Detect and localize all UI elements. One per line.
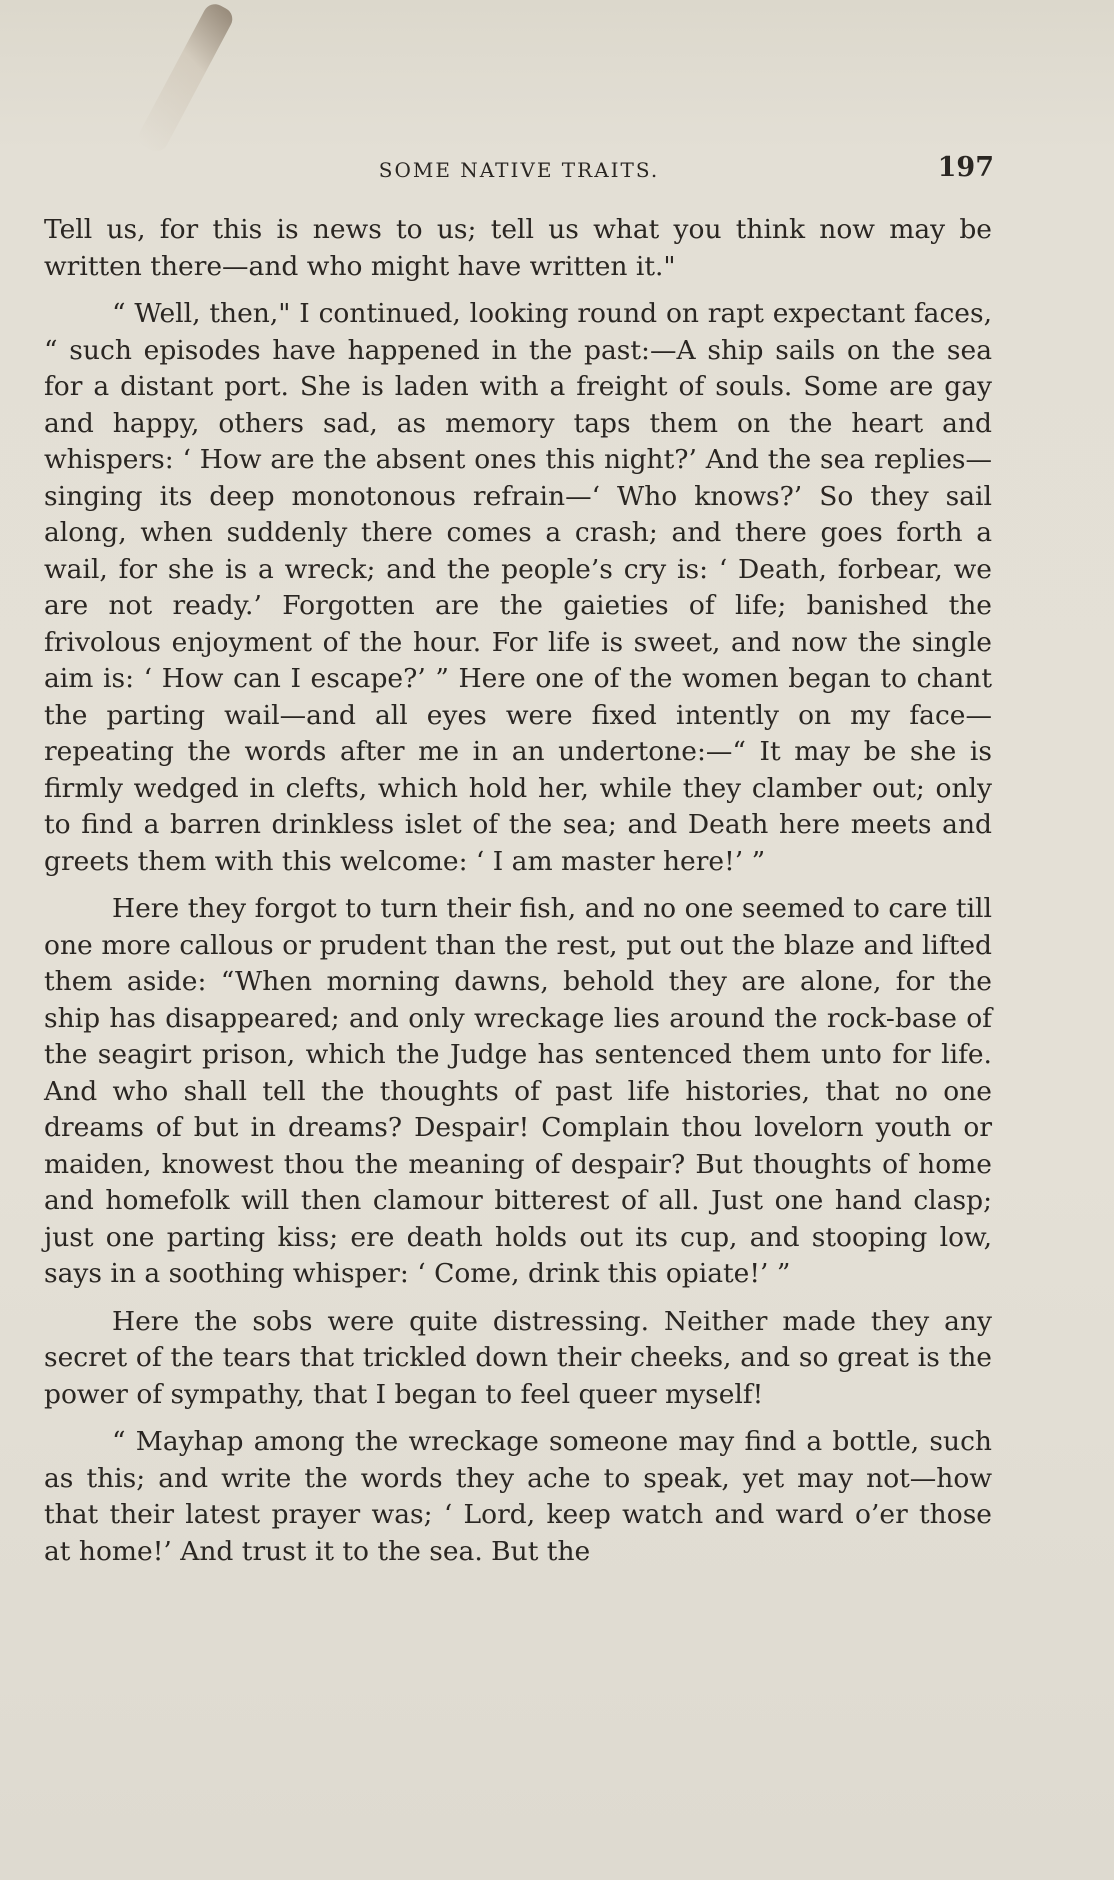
page-smudge [135, 0, 237, 155]
running-head: SOME NATIVE TRAITS. [378, 158, 660, 182]
body-text [44, 212, 992, 1570]
paragraph-1: Tell us, for this is news to us; tell us what you think now may be written there—and who might have written it." [44, 214, 992, 282]
paragraph-3: Here they forgot to turn their fish, and no one seemed to care till one more callous or prudent than the rest, put out the blaze and lifted them aside: “When morning dawns, behold they are alone, for the ship has disappeared; and only wreckage lies around the rock-base of the seagirt prison, which the Judge has sentenced them unto for life. And who shall tell the thoughts of past life histories, that no one dreams of but in dreams? Despair! Complain thou lovelorn youth or maiden, knowest thou the meaning of despair? But thoughts of home and homefolk will then clamour bitterest of all. Just one hand clasp; just one parting kiss; ere death holds out its cup, and stooping low, says in a soothing whisper: ‘ Come, drink this opiate!’ ” [44, 893, 992, 1289]
paragraph-2: “ Well, then," I continued, looking round on rapt expectant faces, “ such episodes have happened in the past:—A ship sails on the sea for a distant port. She is laden with a freight of souls. Some are gay and happy, others sad, as memory taps them on the heart and whispers: ‘ How are the absent ones this night?’ And the sea replies—singing its deep monotonous refrain—‘ Who knows?’ So they sail along, when suddenly there comes a crash; and there goes forth a wail, for she is a wreck; and the people’s cry is: ‘ Death, forbear, we are not ready.’ Forgotten are the gaieties of life; banished the frivolous enjoyment of the hour. For life is sweet, and now the single aim is: ‘ How can I escape?’ ” Here one of the women began to chant the parting wail—and all eyes were fixed intently on my face—repeating the words after me in an undertone:—“ It may be she is firmly wedged in clefts, which hold her, while they clamber out; only to find a barren drinkless islet of the sea; and Death here meets and greets them with this welcome: ‘ I am master here!’ ” [44, 298, 992, 877]
page-number: 197 [937, 152, 994, 183]
paragraph-4: Here the sobs were quite distressing. Neither made they any secret of the tears that trickled down their cheeks, and so great is the power of sympathy, that I began to feel queer myself! [44, 1305, 992, 1410]
paragraph-5: “ Mayhap among the wreckage someone may find a bottle, such as this; and write the words they ache to speak, yet may not—how that their latest prayer was; ‘ Lord, keep watch and ward o’er those at home!’ And trust it to the sea. But the [44, 1426, 992, 1567]
page-header [44, 152, 994, 188]
